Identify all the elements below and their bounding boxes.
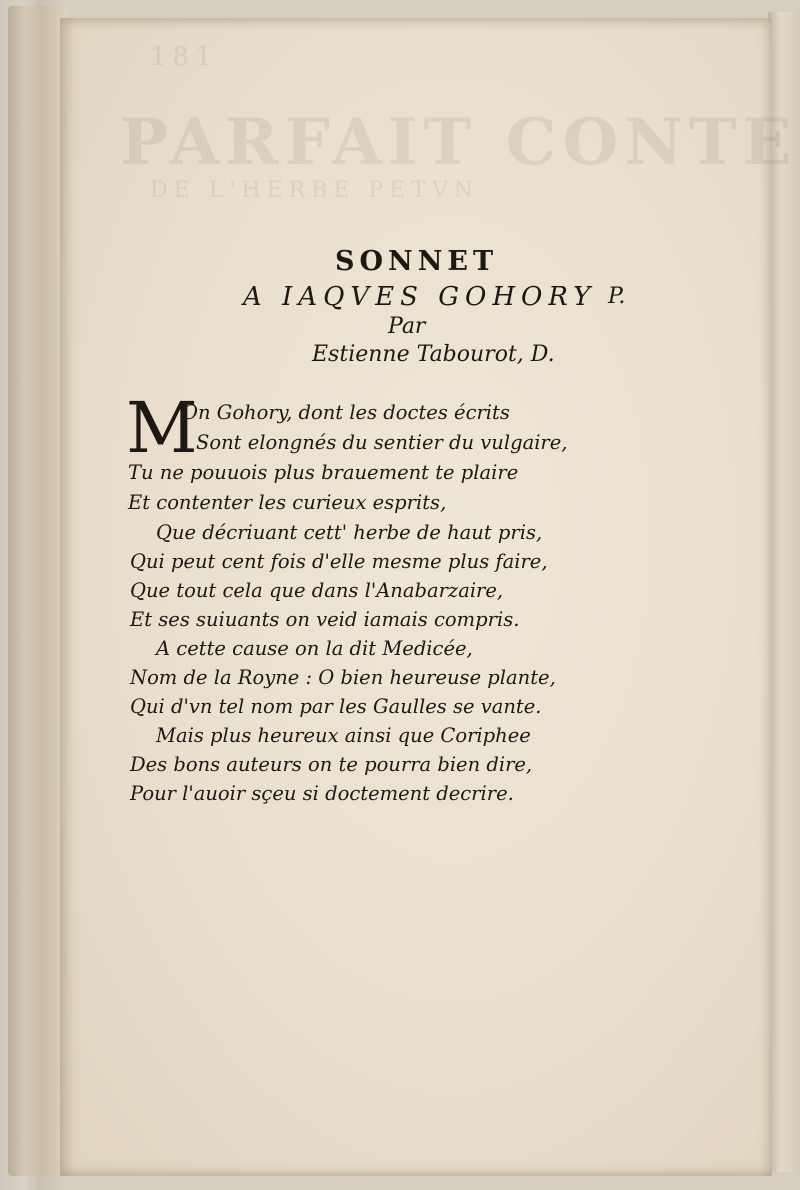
verse-line-8: Et ses suiuants on veid iamais compris. bbox=[130, 608, 520, 631]
bleed-through-title: PARFAIT CONTE bbox=[120, 105, 798, 180]
book-right-edge bbox=[768, 12, 800, 1172]
verse-line-7: Que tout cela que dans l'Anabarzaire, bbox=[130, 579, 504, 602]
bleed-through-subtitle: DE L'HERBE PETVN bbox=[150, 178, 480, 203]
drop-capital: M bbox=[126, 387, 198, 469]
verse-line-11: Qui d'vn tel nom par les Gaulles se vante. bbox=[130, 695, 542, 718]
verse-line-14: Pour l'auoir sçeu si doctement decrire. bbox=[130, 782, 514, 805]
verse-line-1: On Gohory, dont les doctes écrits bbox=[182, 401, 510, 424]
sonnet-title: SONNET bbox=[335, 246, 499, 277]
verse-line-10: Nom de la Royne : O bien heureuse plante, bbox=[130, 666, 556, 689]
author-name: Estienne Tabourot, D. bbox=[312, 342, 555, 367]
verse-line-6: Qui peut cent fois d'elle mesme plus faire, bbox=[130, 550, 548, 573]
verse-line-5: Que décriuant cett' herbe de haut pris, bbox=[156, 521, 543, 544]
book-left-edge bbox=[8, 6, 66, 1176]
verse-line-2: Sont elongnés du sentier du vulgaire, bbox=[196, 431, 568, 454]
verse-line-13: Des bons auteurs on te pourra bien dire, bbox=[130, 753, 533, 776]
verse-line-3: Tu ne pouuois plus brauement te plaire bbox=[128, 461, 519, 484]
dedication-initial: P. bbox=[608, 284, 626, 309]
verse-line-4: Et contenter les curieux esprits, bbox=[128, 491, 447, 514]
bleed-through-page-number: 181 bbox=[150, 42, 218, 72]
verse-line-9: A cette cause on la dit Medicée, bbox=[156, 637, 473, 660]
verse-line-12: Mais plus heureux ainsi que Coriphee bbox=[156, 724, 531, 747]
dedication: A IAQVES GOHORY bbox=[243, 282, 597, 312]
par-label: Par bbox=[388, 314, 426, 339]
